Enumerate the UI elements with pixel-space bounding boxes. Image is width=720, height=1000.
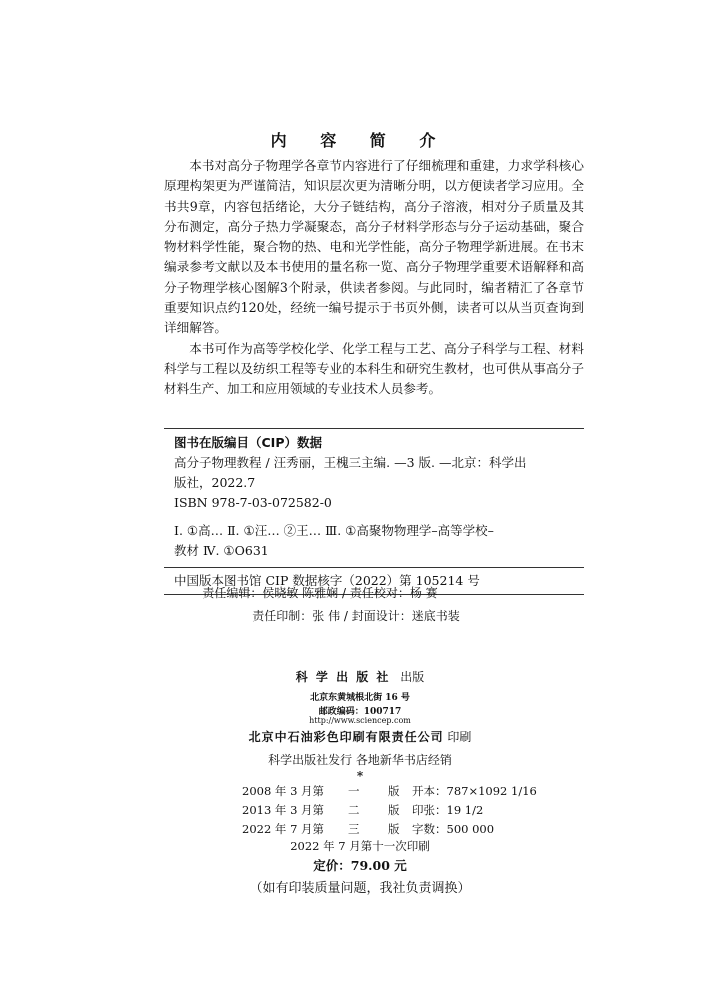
printer-line — [0, 728, 720, 745]
spec-label: 字数： — [412, 822, 447, 836]
edition-kind: 版 — [388, 784, 400, 798]
printer-suffix: 印刷 — [447, 730, 472, 744]
publisher-suffix: 出版 — [400, 670, 425, 684]
cip-record-line: 高分子物理教程 / 汪秀丽，王槐三主编. —3 版. —北京：科学出 — [174, 455, 527, 470]
cip-isbn: ISBN 978-7-03-072582-0 — [174, 495, 332, 510]
cip-number: 中国版本图书馆 CIP 数据核字（2022）第 105214 号 — [174, 573, 480, 588]
publisher-address: 北京东黄城根北街 16 号 — [310, 693, 410, 703]
page-title: 内 容 简 介 — [270, 131, 450, 150]
intro-text — [164, 156, 584, 400]
edition-date: 2013 年 3 月第 — [242, 803, 325, 817]
spec-label: 印张： — [412, 803, 447, 817]
spec-value: 19 1/2 — [446, 803, 484, 817]
cip-heading: 图书在版编目（CIP）数据 — [174, 435, 322, 450]
quality-notice: （如有印装质量问题，我社负责调换） — [249, 881, 471, 896]
separator-mark: * — [356, 769, 364, 783]
edition-kind: 版 — [388, 803, 400, 817]
spec-label: 开本： — [412, 784, 447, 798]
spec-value: 787×1092 1/16 — [446, 784, 537, 798]
publisher-url: http://www.sciencep.com — [309, 716, 411, 725]
edition-number: 二 — [348, 803, 360, 817]
spec-value: 500 000 — [446, 822, 495, 836]
cip-record-line: 版社，2022.7 — [174, 475, 256, 490]
intro-paragraph: 本书对高分子物理学各章节内容进行了仔细梳理和重建，力求学科核心原理构架更为严谨简洁，知识层次更为清晰分明，以方便读者学习应用。全书共9章，内容包括绪论，大分子链结构，高分子溶液，相对分子质量及其分布测定，高分子热力学凝聚态，高分子材料学形态与分子运动基础，聚合物材料学性能，聚合物的热、电和光学性能，高分子物理学新进展。在书末编录参考文献以及本书使用的量名称一览、高分子物理学重要术语解释和高分子物理学核心图解3个附录，供读者参阅。与此同时，编者精汇了各章节重要知识点约120处，经统一编号提示于书页外侧，读者可以从当页查询到详细解答。 — [164, 158, 584, 336]
intro-paragraph: 本书可作为高等学校化学、化学工程与工艺、高分子科学与工程、材料科学与工程以及纺织工程等专业的本科生和研究生教材，也可供从事高分子材料生产、加工和应用领域的专业技术人员参考。 — [164, 340, 584, 397]
printing-row — [242, 782, 537, 801]
cip-block — [164, 428, 584, 595]
publisher-postcode: 邮政编码：100717 — [318, 707, 402, 717]
printing-row — [242, 820, 537, 839]
publisher-line — [0, 668, 720, 685]
credits-production: 责任印制：张 伟 / 封面设计：迷底书装 — [252, 609, 460, 623]
credits-editor: 责任编辑：侯晓敏 陈雅娴 / 责任校对：杨 赛 — [202, 586, 438, 600]
impression-line: 2022 年 7 月第十一次印刷 — [290, 839, 430, 853]
cip-classification: Ⅰ. ①高… Ⅱ. ①汪… ②王… Ⅲ. ①高聚物物理学–高等学校– — [174, 523, 494, 538]
publisher-name: 科 学 出 版 社 — [295, 670, 391, 684]
divider — [164, 567, 584, 568]
printer-name: 北京中石油彩色印刷有限责任公司 — [248, 730, 444, 744]
edition-number: 三 — [348, 822, 360, 836]
cip-classification: 教材 Ⅳ. ①O631 — [174, 543, 269, 558]
edition-date: 2008 年 3 月第 — [242, 784, 325, 798]
edition-number: 一 — [348, 784, 360, 798]
printing-table — [242, 782, 537, 839]
edition-kind: 版 — [388, 822, 400, 836]
printing-row — [242, 801, 537, 820]
distribution-line: 科学出版社发行 各地新华书店经销 — [268, 753, 452, 767]
price-line: 定价：79.00 元 — [313, 858, 407, 873]
edition-date: 2022 年 7 月第 — [242, 822, 325, 836]
